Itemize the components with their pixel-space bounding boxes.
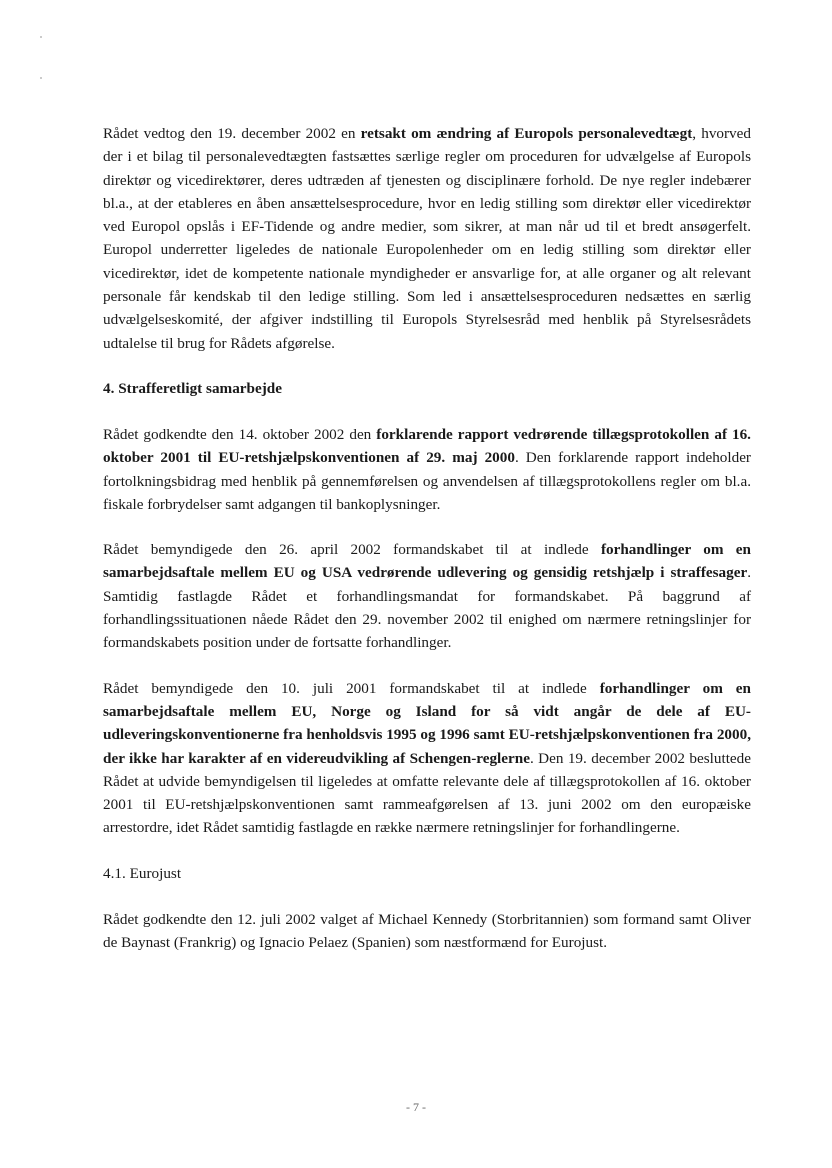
paragraph-eu-usa-agreement	[103, 538, 751, 654]
paragraph-eu-norway-iceland-agreement	[103, 677, 751, 840]
text-run: Rådet godkendte den 14. oktober 2002 den	[103, 425, 377, 443]
page-number: - 7 -	[406, 1100, 426, 1114]
bold-text-run: forklarende rapport vedrørende tillægsprotokollen af 16. oktober 2001 til EU-retshjælpskonventionen af 29. maj 2000	[103, 425, 751, 467]
text-run: . Samtidig fastlagde Rådet et forhandlingsmandat for formandskabet. På baggrund af forhandlingssituationen nåede Rådet den 29. november 2002 til enighed om nærmere retningslinjer for formandskabets position under de fortsatte forhandlinger.	[103, 564, 751, 652]
section-heading-eurojust: 4.1. Eurojust	[103, 864, 182, 882]
section-heading-criminal-cooperation: 4. Strafferetligt samarbejde	[103, 379, 282, 397]
bold-text-run: forhandlinger om en samarbejdsaftale mellem EU, Norge og Island for så vidt angår de dele af EU-udleveringskonventionerne fra henholdsvis 1995 og 1996 samt EU-retshjælpskonventionen fra 2000, der ikke har karakter af en videreudvikling af Schengen-reglerne	[103, 679, 751, 767]
scan-speck	[40, 77, 42, 79]
text-run: . Den 19. december 2002 besluttede Rådet at udvide bemyndigelsen til ligeledes at omfatte relevante dele af tillægsprotokollen af 16. oktober 2001 til EU-retshjælpskonventionen samt rammeafgørelsen af 13. juni 2002 om den europæiske arrestordre, idet Rådet samtidig fastlagde en række nærmere retningslinjer for forhandlingerne.	[103, 749, 751, 837]
text-run: , hvorved der i et bilag til personalevedtægten fastsættes særlige regler om proceduren for udvælgelse af Europols direktør og vicedirektører, deres udtræden af tjenesten og disciplinære forhold. De nye regler indebærer bl.a., at der etableres en åben ansættelsesprocedure, hvor en ledig stilling som direktør eller vicedirektør ved Europol opslås i EF-Tidende og andre medier, som sikrer, at man når ud til et bredt ansøgerfelt. Europol underretter ligeledes de nationale Europolenheder om en ledig stilling som direktør eller vicedirektør, idet de kompetente nationale myndigheder er ansvarlige for, at alle organer og alt relevant personale får kendskab til den ledige stilling. Som led i ansættelsesproceduren nedsættes en særlig udvælgelseskomité, der afgiver indstilling til Europols Styrelsesråd med henblik på Styrelsesrådets udtalelse til brug for Rådets afgørelse.	[103, 125, 751, 352]
text-run: Rådet godkendte den 12. juli 2002 valget af Michael Kennedy (Storbritannien) som formand samt Oliver de Baynast (Frankrig) og Ignacio Pelaez (Spanien) som næstformænd for Eurojust.	[103, 910, 751, 952]
text-run: Rådet bemyndigede den 26. april 2002 formandskabet til at indlede	[103, 541, 601, 559]
bold-text-run: forhandlinger om en samarbejdsaftale mellem EU og USA vedrørende udlevering og gensidig retshjælp i straffesager	[103, 541, 751, 582]
paragraph-europol-staff-regulations	[103, 122, 751, 355]
bold-text-run: retsakt om ændring af Europols personalevedtægt	[360, 125, 693, 142]
paragraph-explanatory-report	[103, 423, 751, 516]
text-run: Rådet bemyndigede den 10. juli 2001 formandskabet til at indlede	[103, 679, 600, 697]
document-page	[103, 122, 751, 954]
paragraph-eurojust-officers	[103, 908, 751, 955]
text-run: . Den forklarende rapport indeholder fortolkningsbidrag med henblik på gennemførelsen og anvendelsen af tillægsprotokollens regler om bl.a. fiskale forbrydelser samt adgangen til bankoplysninger.	[103, 449, 751, 513]
text-run: Rådet vedtog den 19. december 2002 en	[103, 125, 361, 142]
scan-speck	[40, 36, 42, 38]
